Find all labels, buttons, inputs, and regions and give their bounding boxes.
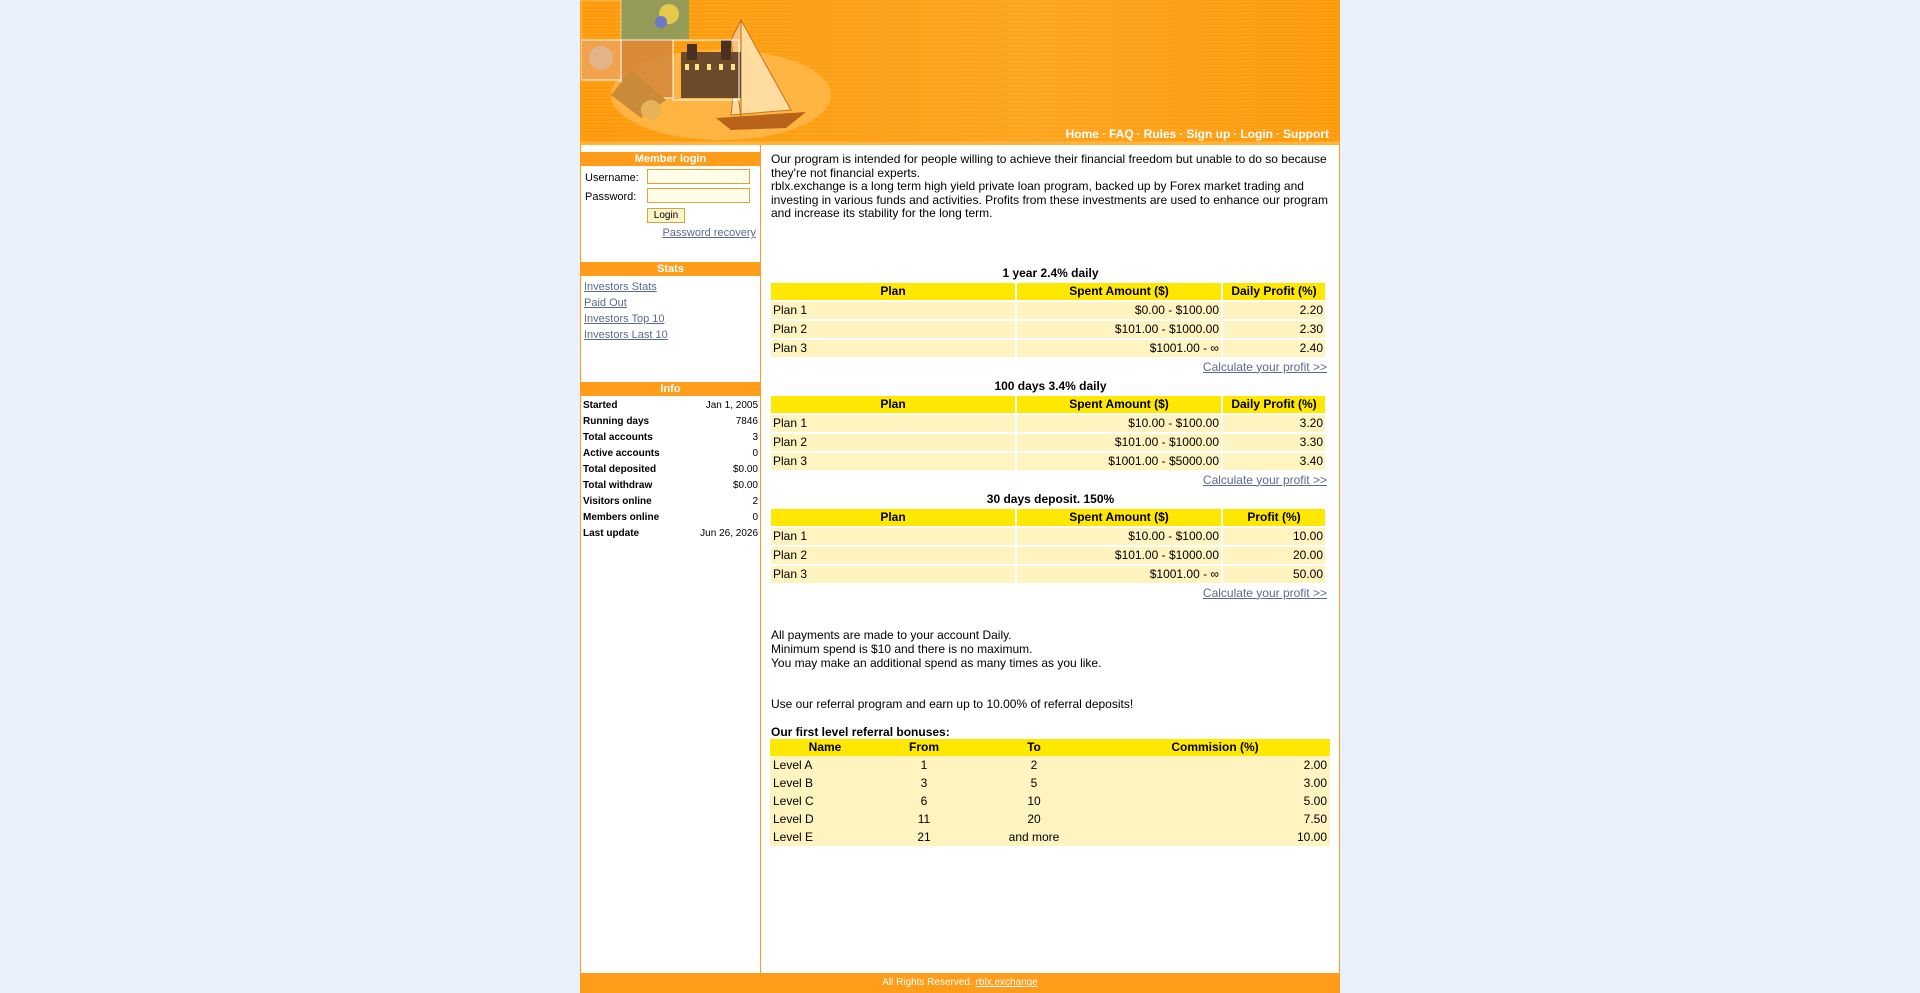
column-header: Daily Profit (%) [1223,396,1325,413]
page-wrapper [580,0,1340,993]
level-to: 10 [968,792,1100,810]
calculate-profit-link[interactable]: Calculate your profit >> [1202,359,1327,374]
info-row [581,525,760,541]
info-key: Started [583,399,618,411]
site-footer [581,973,1339,993]
level-to: 2 [968,756,1100,774]
stats-links [581,276,760,343]
table-row [770,810,1330,828]
nav-separator: · [1136,127,1141,141]
nav-separator: · [1276,127,1280,141]
plan-amount: $0.00 - $100.00 [1017,302,1221,319]
referral-table [770,739,1330,846]
column-header: To [968,739,1100,756]
info-key: Visitors online [583,495,652,507]
info-key: Running days [583,415,650,427]
info-value: $0.00 [732,463,758,475]
nav-home[interactable]: Home [1065,127,1099,141]
payment-info: All payments are made to your account Daily. [771,627,1012,642]
referral-title: Our first level referral bonuses: [771,724,950,739]
level-commission: 2.00 [1100,756,1330,774]
plan-name: Plan 2 [771,321,1015,338]
plan-name: Plan 2 [771,547,1015,564]
info-table [581,397,760,541]
plan-amount: $101.00 - $1000.00 [1017,547,1221,564]
plan-amount: $1001.00 - ∞ [1017,566,1221,583]
plan-name: Plan 3 [771,566,1015,583]
info-key: Members online [583,511,660,523]
login-form [581,166,760,239]
info-key: Active accounts [583,447,660,459]
plan-table [769,394,1327,472]
level-commission: 5.00 [1100,792,1330,810]
plan-name: Plan 2 [771,434,1015,451]
username-label: Username: [585,172,639,184]
info-row [581,445,760,461]
plan-name: Plan 1 [771,302,1015,319]
nav-separator: · [1179,127,1184,141]
nav-support[interactable]: Support [1283,127,1329,141]
column-header: Spent Amount ($) [1017,396,1221,413]
nav-login[interactable]: Login [1240,127,1273,141]
info-value: Jan 1, 2005 [705,399,758,411]
plan-amount: $10.00 - $100.00 [1017,528,1221,545]
column-header: Plan [771,509,1015,526]
main-content [762,145,1339,973]
level-to: 5 [968,774,1100,792]
info-value: 0 [752,447,758,459]
plan-caption: 30 days deposit. 150% [986,491,1115,506]
plan-profit: 2.20 [1223,302,1325,319]
column-header: From [880,739,968,756]
investors-top-10-link[interactable]: Investors Top 10 [584,313,665,325]
info-row [581,509,760,525]
plan-caption: 100 days 3.4% daily [994,378,1107,393]
info-row [581,461,760,477]
plan-profit: 3.30 [1223,434,1325,451]
column-header: Name [770,739,880,756]
info-row [581,493,760,509]
plan-profit: 10.00 [1223,528,1325,545]
intro-paragraph-2: rblx.exchange is a long term high yield private loan program, backed up by Forex market trading and investing in various funds and activities. Profits from these investments are used to enhance our program and increase its stability for the long term. [771,179,1328,220]
plan-amount: $10.00 - $100.00 [1017,415,1221,432]
info-value: 0 [752,511,758,523]
plan-profit: 3.40 [1223,453,1325,470]
nav-signup[interactable]: Sign up [1186,127,1231,141]
column-header: Spent Amount ($) [1017,509,1221,526]
plan-profit: 50.00 [1223,566,1325,583]
plan-name: Plan 1 [771,415,1015,432]
table-row [770,792,1330,810]
level-name: Level A [770,756,880,774]
column-header: Plan [771,283,1015,300]
level-from: 11 [880,810,968,828]
info-value: 7846 [735,415,758,427]
info-key: Total withdraw [583,479,653,491]
table-row [771,415,1325,432]
level-commission: 7.50 [1100,810,1330,828]
info-key: Last update [583,527,640,539]
table-row [771,453,1325,470]
level-name: Level B [770,774,880,792]
level-name: Level D [770,810,880,828]
table-row [770,774,1330,792]
info-title: Info [581,382,760,396]
member-login-title: Member login [581,152,760,166]
plan-name: Plan 3 [771,453,1015,470]
plan-table [769,507,1327,585]
column-header: Daily Profit (%) [1223,283,1325,300]
table-row [771,340,1325,357]
column-header: Profit (%) [1223,509,1325,526]
calculate-profit-link[interactable]: Calculate your profit >> [1202,472,1327,487]
plan-profit: 20.00 [1223,547,1325,564]
referral-text: Use our referral program and earn up to 10.00% of referral deposits! [771,696,1134,711]
level-from: 1 [880,756,968,774]
table-row [771,434,1325,451]
table-row [771,547,1325,564]
plan-amount: $101.00 - $1000.00 [1017,321,1221,338]
level-name: Level E [770,828,880,846]
info-row [581,397,760,413]
plan-amount: $101.00 - $1000.00 [1017,434,1221,451]
plan-amount: $1001.00 - $5000.00 [1017,453,1221,470]
level-from: 3 [880,774,968,792]
info-key: Total accounts [583,431,653,443]
nav-rules[interactable]: Rules [1143,127,1177,141]
payment-info: Minimum spend is $10 and there is no maximum. [771,641,1033,656]
column-header: Commision (%) [1100,739,1330,756]
stats-title: Stats [581,262,760,276]
nav-faq[interactable]: FAQ [1108,127,1134,141]
header-banner-image [581,0,841,142]
nav-separator: · [1233,127,1238,141]
plan-table [769,281,1327,359]
plan-profit: 3.20 [1223,415,1325,432]
info-row [581,477,760,493]
info-key: Total deposited [583,463,657,475]
site-header [581,0,1339,142]
info-value: Jun 26, 2026 [700,527,758,539]
info-value: 3 [752,431,758,443]
investors-last-10-link[interactable]: Investors Last 10 [584,329,668,341]
paid-out-link[interactable]: Paid Out [584,297,627,309]
level-to: and more [968,828,1100,846]
left-sidebar [581,145,761,973]
footer-text: All Rights Reserved. [882,977,973,988]
table-row [771,302,1325,319]
login-button[interactable]: Login [647,208,685,223]
column-header: Plan [771,396,1015,413]
investors-stats-link[interactable]: Investors Stats [584,281,657,293]
info-row [581,413,760,429]
info-row [581,429,760,445]
level-commission: 10.00 [1100,828,1330,846]
column-header: Spent Amount ($) [1017,283,1221,300]
password-label: Password: [585,191,637,203]
payment-info: You may make an additional spend as many times as you like. [771,655,1102,670]
table-row [770,828,1330,846]
plan-name: Plan 1 [771,528,1015,545]
plan-amount: $1001.00 - ∞ [1017,340,1221,357]
plan-profit: 2.40 [1223,340,1325,357]
calculate-profit-link[interactable]: Calculate your profit >> [1202,585,1327,600]
table-row [771,321,1325,338]
level-from: 21 [880,828,968,846]
footer-site-link[interactable]: rblx.exchange [975,977,1038,988]
level-name: Level C [770,792,880,810]
table-row [771,528,1325,545]
level-from: 6 [880,792,968,810]
level-commission: 3.00 [1100,774,1330,792]
plan-profit: 2.30 [1223,321,1325,338]
password-input[interactable] [647,188,750,203]
password-recovery-link[interactable]: Password recovery [662,227,756,239]
info-value: $0.00 [732,479,758,491]
intro-paragraph-1: Our program is intended for people willing to achieve their financial freedom but unable to do so because they're not financial experts. [771,152,1327,180]
nav-separator: · [1101,127,1106,141]
level-to: 20 [968,810,1100,828]
info-value: 2 [752,495,758,507]
plan-name: Plan 3 [771,340,1015,357]
table-row [771,566,1325,583]
table-row [770,756,1330,774]
username-input[interactable] [647,169,750,184]
top-navigation [1066,127,1329,141]
plan-caption: 1 year 2.4% daily [1002,265,1099,280]
